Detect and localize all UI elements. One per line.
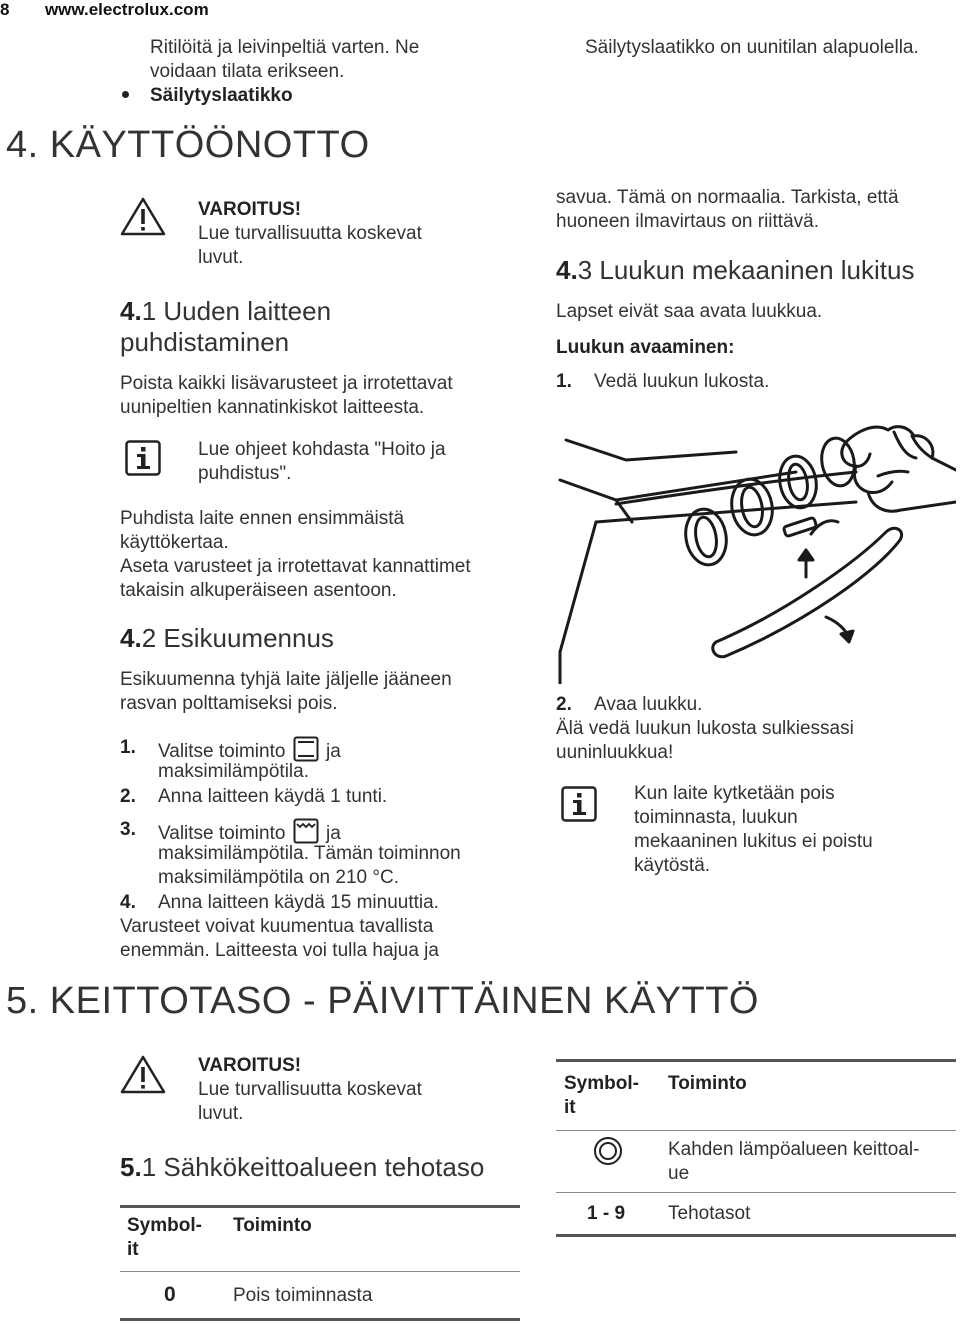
section-4-2-title-text: Esikuumennus — [156, 623, 334, 653]
right-info-4: käytöstä. — [634, 855, 711, 876]
section-4-3-num: 4. — [556, 255, 578, 285]
s41-p1: Poista kaikki lisävarusteet ja irrotettavat — [120, 373, 453, 394]
section-4-2-digit: 2 — [141, 623, 157, 653]
section-4-1-title — [120, 296, 331, 326]
s41-p2: uunipeltien kannatinkiskot laitteesta. — [120, 397, 425, 418]
step-3-num: 3. — [120, 819, 136, 840]
section-4-3-title — [556, 255, 914, 285]
s41-p6: takaisin alkuperäiseen asentoon. — [120, 580, 397, 601]
warning-icon — [120, 196, 166, 236]
right-info-3: mekaaninen lukitus ei poistu — [634, 831, 873, 852]
table-right-row1-func-2: ue — [668, 1163, 690, 1184]
warning-line-2: luvut. — [198, 247, 244, 268]
step-1-b: ja — [326, 741, 341, 762]
top-bottom-heat-icon — [293, 736, 319, 762]
section-4-3-title-text: Luukun mekaaninen lukitus — [592, 255, 915, 285]
warning-line-1: Lue turvallisuutta koskevat — [198, 223, 422, 244]
intro-line-1: Ritilöitä ja leivinpeltiä varten. Ne — [150, 37, 420, 58]
intro-line-2: voidaan tilata erikseen. — [150, 61, 345, 82]
door-step-1: Vedä luukun lukosta. — [594, 371, 770, 392]
right-p3: Lapset eivät saa avata luukkua. — [556, 301, 823, 322]
section-5-title: 5. KEITTOTASO - PÄIVITTÄINEN KÄYTTÖ — [6, 980, 759, 1022]
section-5-1-num: 5. — [120, 1152, 142, 1182]
right-p4a: Älä vedä luukun lukosta sulkiessasi — [556, 718, 854, 739]
table-right-row1-func-1: Kahden lämpöalueen keittoal- — [668, 1139, 920, 1160]
step-2-a: Anna laitteen käydä 1 tunti. — [158, 786, 388, 807]
table-left-bottom-rule — [120, 1318, 520, 1321]
oven-door-illustration — [556, 412, 956, 684]
step-2-num: 2. — [120, 786, 136, 807]
grill-icon — [293, 818, 319, 844]
step-3-b: ja — [326, 823, 341, 844]
section-4-title: 4. KÄYTTÖÖNOTTO — [6, 124, 370, 166]
page-header — [0, 0, 209, 20]
right-info-2: toiminnasta, luukun — [634, 807, 798, 828]
section-4-2-num: 4. — [120, 623, 142, 653]
table-left-row-sym: 0 — [164, 1283, 176, 1306]
section-5-1-digit: 1 — [141, 1152, 157, 1182]
table-right-row2-sym: 1 - 9 — [587, 1203, 626, 1224]
table-right-row2-func: Tehotasot — [668, 1203, 751, 1224]
table-left-h-func: Toiminto — [233, 1215, 312, 1236]
s5-warning-line-1: Lue turvallisuutta koskevat — [198, 1079, 422, 1100]
table-right-h-sym-1: Symbol- — [564, 1073, 639, 1094]
door-step-2: Avaa luukku. — [594, 694, 703, 715]
table-right-h-func: Toiminto — [668, 1073, 747, 1094]
s42-after-1: Varusteet voivat kuumentua tavallista — [120, 916, 434, 937]
table-left-row-func: Pois toiminnasta — [233, 1285, 373, 1306]
info-icon — [125, 440, 161, 476]
section-4-3-digit: 3 — [577, 255, 593, 285]
bullet-storage-drawer: Säilytyslaatikko — [150, 85, 293, 106]
info-icon — [561, 786, 597, 822]
dual-zone-icon — [592, 1135, 624, 1167]
right-p2: huoneen ilmavirtaus on riittävä. — [556, 211, 819, 232]
s42-after-2: enemmän. Laitteesta voi tulla hajua ja — [120, 940, 439, 961]
table-right-header-rule — [556, 1130, 956, 1131]
s5-warning-title: VAROITUS! — [198, 1055, 302, 1076]
step-1-num: 1. — [120, 737, 136, 758]
warning-title: VAROITUS! — [198, 199, 302, 220]
section-5-1-title — [120, 1152, 484, 1182]
step-3-a: Valitse toiminto — [158, 823, 286, 844]
s41-p4: käyttökertaa. — [120, 532, 229, 553]
section-4-1-title-a: Uuden laitteen — [156, 296, 332, 326]
right-p4b: uuninluukkua! — [556, 742, 674, 763]
step-4-num: 4. — [120, 892, 136, 913]
s41-p3: Puhdista laite ennen ensimmäistä — [120, 508, 405, 529]
section-4-1-title-b: puhdistaminen — [120, 327, 290, 357]
table-left-h-sym-1: Symbol- — [127, 1215, 202, 1236]
s41-info-2: puhdistus". — [198, 463, 292, 484]
right-p1: savua. Tämä on normaalia. Tarkista, että — [556, 187, 899, 208]
step-3-d: maksimilämpötila on 210 °C. — [158, 867, 399, 888]
table-left-h-sym-2: it — [127, 1239, 139, 1260]
step-1-c: maksimilämpötila. — [158, 761, 309, 782]
bullet-dot — [122, 91, 129, 98]
storage-drawer-note: Säilytyslaatikko on uunitilan alapuolella. — [585, 37, 919, 58]
step-1-a: Valitse toiminto — [158, 741, 286, 762]
section-4-2-title — [120, 623, 334, 653]
s42-p2: rasvan polttamiseksi pois. — [120, 693, 338, 714]
s41-p5: Aseta varusteet ja irrotettavat kannattimet — [120, 556, 471, 577]
s5-warning-line-2: luvut. — [198, 1103, 244, 1124]
step-3-c: maksimilämpötila. Tämän toiminnon — [158, 843, 461, 864]
table-right-top-rule — [556, 1059, 956, 1062]
section-4-1-num: 4. — [120, 296, 142, 326]
step-4-a: Anna laitteen käydä 15 minuuttia. — [158, 892, 439, 913]
table-right-bottom-rule — [556, 1234, 956, 1237]
table-right-row-rule — [556, 1192, 956, 1193]
door-step-2-num: 2. — [556, 694, 572, 715]
door-opening-subhead: Luukun avaaminen: — [556, 337, 735, 358]
section-4-1-digit: 1 — [141, 296, 157, 326]
right-info-1: Kun laite kytketään pois — [634, 783, 835, 804]
s42-p1: Esikuumenna tyhjä laite jäljelle jääneen — [120, 669, 452, 690]
s41-info-1: Lue ohjeet kohdasta "Hoito ja — [198, 439, 446, 460]
door-step-1-num: 1. — [556, 371, 572, 392]
table-left-top-rule — [120, 1205, 520, 1208]
table-left-header-rule — [120, 1271, 520, 1272]
section-5-1-title-text: Sähkökeittoalueen tehotaso — [156, 1152, 485, 1182]
site-url: www.electrolux.com — [44, 0, 209, 19]
table-right-h-sym-2: it — [564, 1097, 576, 1118]
page-number: 8 — [0, 0, 10, 19]
warning-icon — [120, 1054, 166, 1094]
